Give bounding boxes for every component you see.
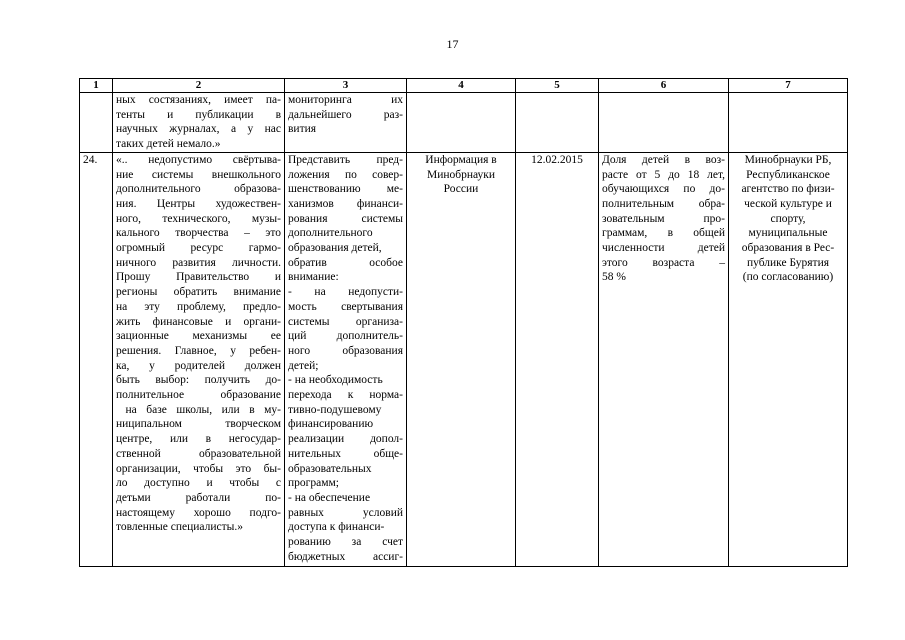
text-line: - на обеспечение	[288, 491, 371, 504]
text-line: зационные механизмы ее	[116, 330, 281, 343]
text-line: расте от 5 до 18 лет,	[602, 168, 725, 181]
cell-responsible	[729, 152, 848, 566]
text-line: агентство по физи-	[741, 183, 835, 196]
text-line: «.. недопустимо свёртыва-	[116, 153, 281, 166]
text-line: ниципальном творческом	[116, 418, 281, 431]
text-line: кального творчества – это	[116, 227, 281, 240]
text-line: ного, технического, музы-	[116, 212, 281, 225]
text-line: рованию за счет	[288, 536, 403, 549]
text-line: тенты и публикации в	[116, 108, 281, 121]
text-line: граммам, в общей	[602, 227, 725, 240]
text-line: детей;	[288, 359, 319, 372]
text-line: 58 %	[602, 271, 626, 284]
header-cell: 3	[285, 79, 407, 93]
text-line: зовательным про-	[602, 212, 725, 225]
text-line: ние системы внешкольного	[116, 168, 281, 181]
cell-report	[407, 152, 516, 566]
cell-num: 24.	[80, 152, 113, 566]
text-line: бюджетных ассиг-	[288, 550, 403, 563]
header-cell: 5	[516, 79, 599, 93]
text-line: ло доступно и чтобы с	[116, 477, 281, 490]
text-line: дополнительного образова-	[116, 183, 281, 196]
text-line: ка, у родителей должен	[116, 359, 281, 372]
text-line: вития	[288, 123, 317, 136]
text-line: мость свертывания	[288, 300, 403, 313]
text-line: тивно-подушевому	[288, 403, 382, 416]
text-line: системы организа-	[288, 315, 403, 328]
text-line: реализации допол-	[288, 433, 403, 446]
text-line: рования системы	[288, 212, 403, 225]
text-line: равных условий	[288, 506, 403, 519]
text-line: образовательных	[288, 462, 372, 475]
text-line: полнительное образование	[116, 389, 281, 402]
text-line: настоящему хорошо подго-	[116, 506, 281, 519]
plan-table	[79, 78, 848, 567]
text-line: решения. Главное, у ребен-	[116, 344, 281, 357]
text-line: публике Бурятия	[746, 256, 830, 269]
text-line: Минобрнауки	[426, 168, 496, 181]
text-line: Информация в	[425, 153, 497, 166]
text-line: на базе школы, или в му-	[116, 403, 281, 416]
text-line: ния. Центры художествен-	[116, 197, 281, 210]
cell-quote	[113, 152, 285, 566]
text-line: обучающихся по до-	[602, 183, 725, 196]
text-line: - на недопусти-	[288, 286, 403, 299]
text-line: огромный ресурс гармо-	[116, 242, 281, 255]
cell-report	[407, 93, 516, 153]
header-cell: 4	[407, 79, 516, 93]
text-line: регионы обратить внимание	[116, 286, 281, 299]
header-cell: 1	[80, 79, 113, 93]
text-line: на эту проблему, предло-	[116, 300, 281, 313]
text-line: доступа к финанси-	[288, 521, 385, 534]
header-row	[80, 79, 848, 93]
cell-num	[80, 93, 113, 153]
text-line: обратив особое	[288, 256, 403, 269]
text-line: ственной образовательной	[116, 447, 281, 460]
cell-indicator	[599, 152, 729, 566]
table-row-continued	[80, 93, 848, 153]
text-line: ций дополнитель-	[288, 330, 403, 343]
text-line: перехода к норма-	[288, 389, 403, 402]
text-line: жить финансовые и органи-	[116, 315, 281, 328]
text-line: таких детей немало.»	[116, 138, 221, 151]
text-line: России	[443, 183, 479, 196]
text-line: научных журналах, а у нас	[116, 123, 281, 136]
text-line: мониторинга их	[288, 94, 403, 106]
text-line: быть выбор: получить до-	[116, 374, 281, 387]
cell-deadline: 12.02.2015	[516, 152, 599, 566]
cell-deadline	[516, 93, 599, 153]
text-line: этого возраста –	[602, 256, 725, 269]
text-line: ханизмов финанси-	[288, 197, 403, 210]
page-number: 17	[446, 37, 459, 51]
text-line: внимание:	[288, 271, 339, 284]
text-line: организации, чтобы это бы-	[116, 462, 281, 475]
cell-measures	[285, 93, 407, 153]
text-line: - на необходимость	[288, 374, 383, 387]
text-line: численности детей	[602, 242, 725, 255]
text-line: центре, или в негосудар-	[116, 433, 281, 446]
text-line: ного образования	[288, 344, 403, 357]
text-line: Республиканское	[746, 168, 830, 181]
text-line: детьми работали по-	[116, 491, 281, 504]
text-line: ничного развития личности.	[116, 256, 281, 269]
text-line: спорту,	[770, 212, 806, 225]
text-line: нительных обще-	[288, 447, 403, 460]
text-line: муниципальные	[748, 227, 828, 240]
text-line: образования детей,	[288, 242, 382, 255]
table-row-24	[80, 152, 848, 566]
text-line: программ;	[288, 477, 339, 490]
text-line: ных состязаниях, имеет па-	[116, 94, 281, 106]
text-line: ложения по совер-	[288, 168, 403, 181]
header-cell: 2	[113, 79, 285, 93]
text-line: образования в Рес-	[741, 242, 835, 255]
text-line: Доля детей в воз-	[602, 153, 725, 166]
text-line: (по согласованию)	[742, 271, 834, 284]
cell-indicator	[599, 93, 729, 153]
text-line: шенствованию ме-	[288, 183, 403, 196]
text-line: Прошу Правительство и	[116, 271, 281, 284]
text-line: полнительным обра-	[602, 197, 725, 210]
text-line: Представить пред-	[288, 153, 403, 166]
text-line: дополнительного	[288, 227, 373, 240]
text-line: товленные специалисты.»	[116, 521, 244, 534]
header-cell: 6	[599, 79, 729, 93]
text-line: ческой культуре и	[744, 197, 832, 210]
text-line: финансированию	[288, 418, 374, 431]
text-line: дальнейшего раз-	[288, 108, 403, 121]
text-line: Минобрнауки РБ,	[744, 153, 832, 166]
cell-measures	[285, 152, 407, 566]
cell-responsible	[729, 93, 848, 153]
cell-quote	[113, 93, 285, 153]
header-cell: 7	[729, 79, 848, 93]
